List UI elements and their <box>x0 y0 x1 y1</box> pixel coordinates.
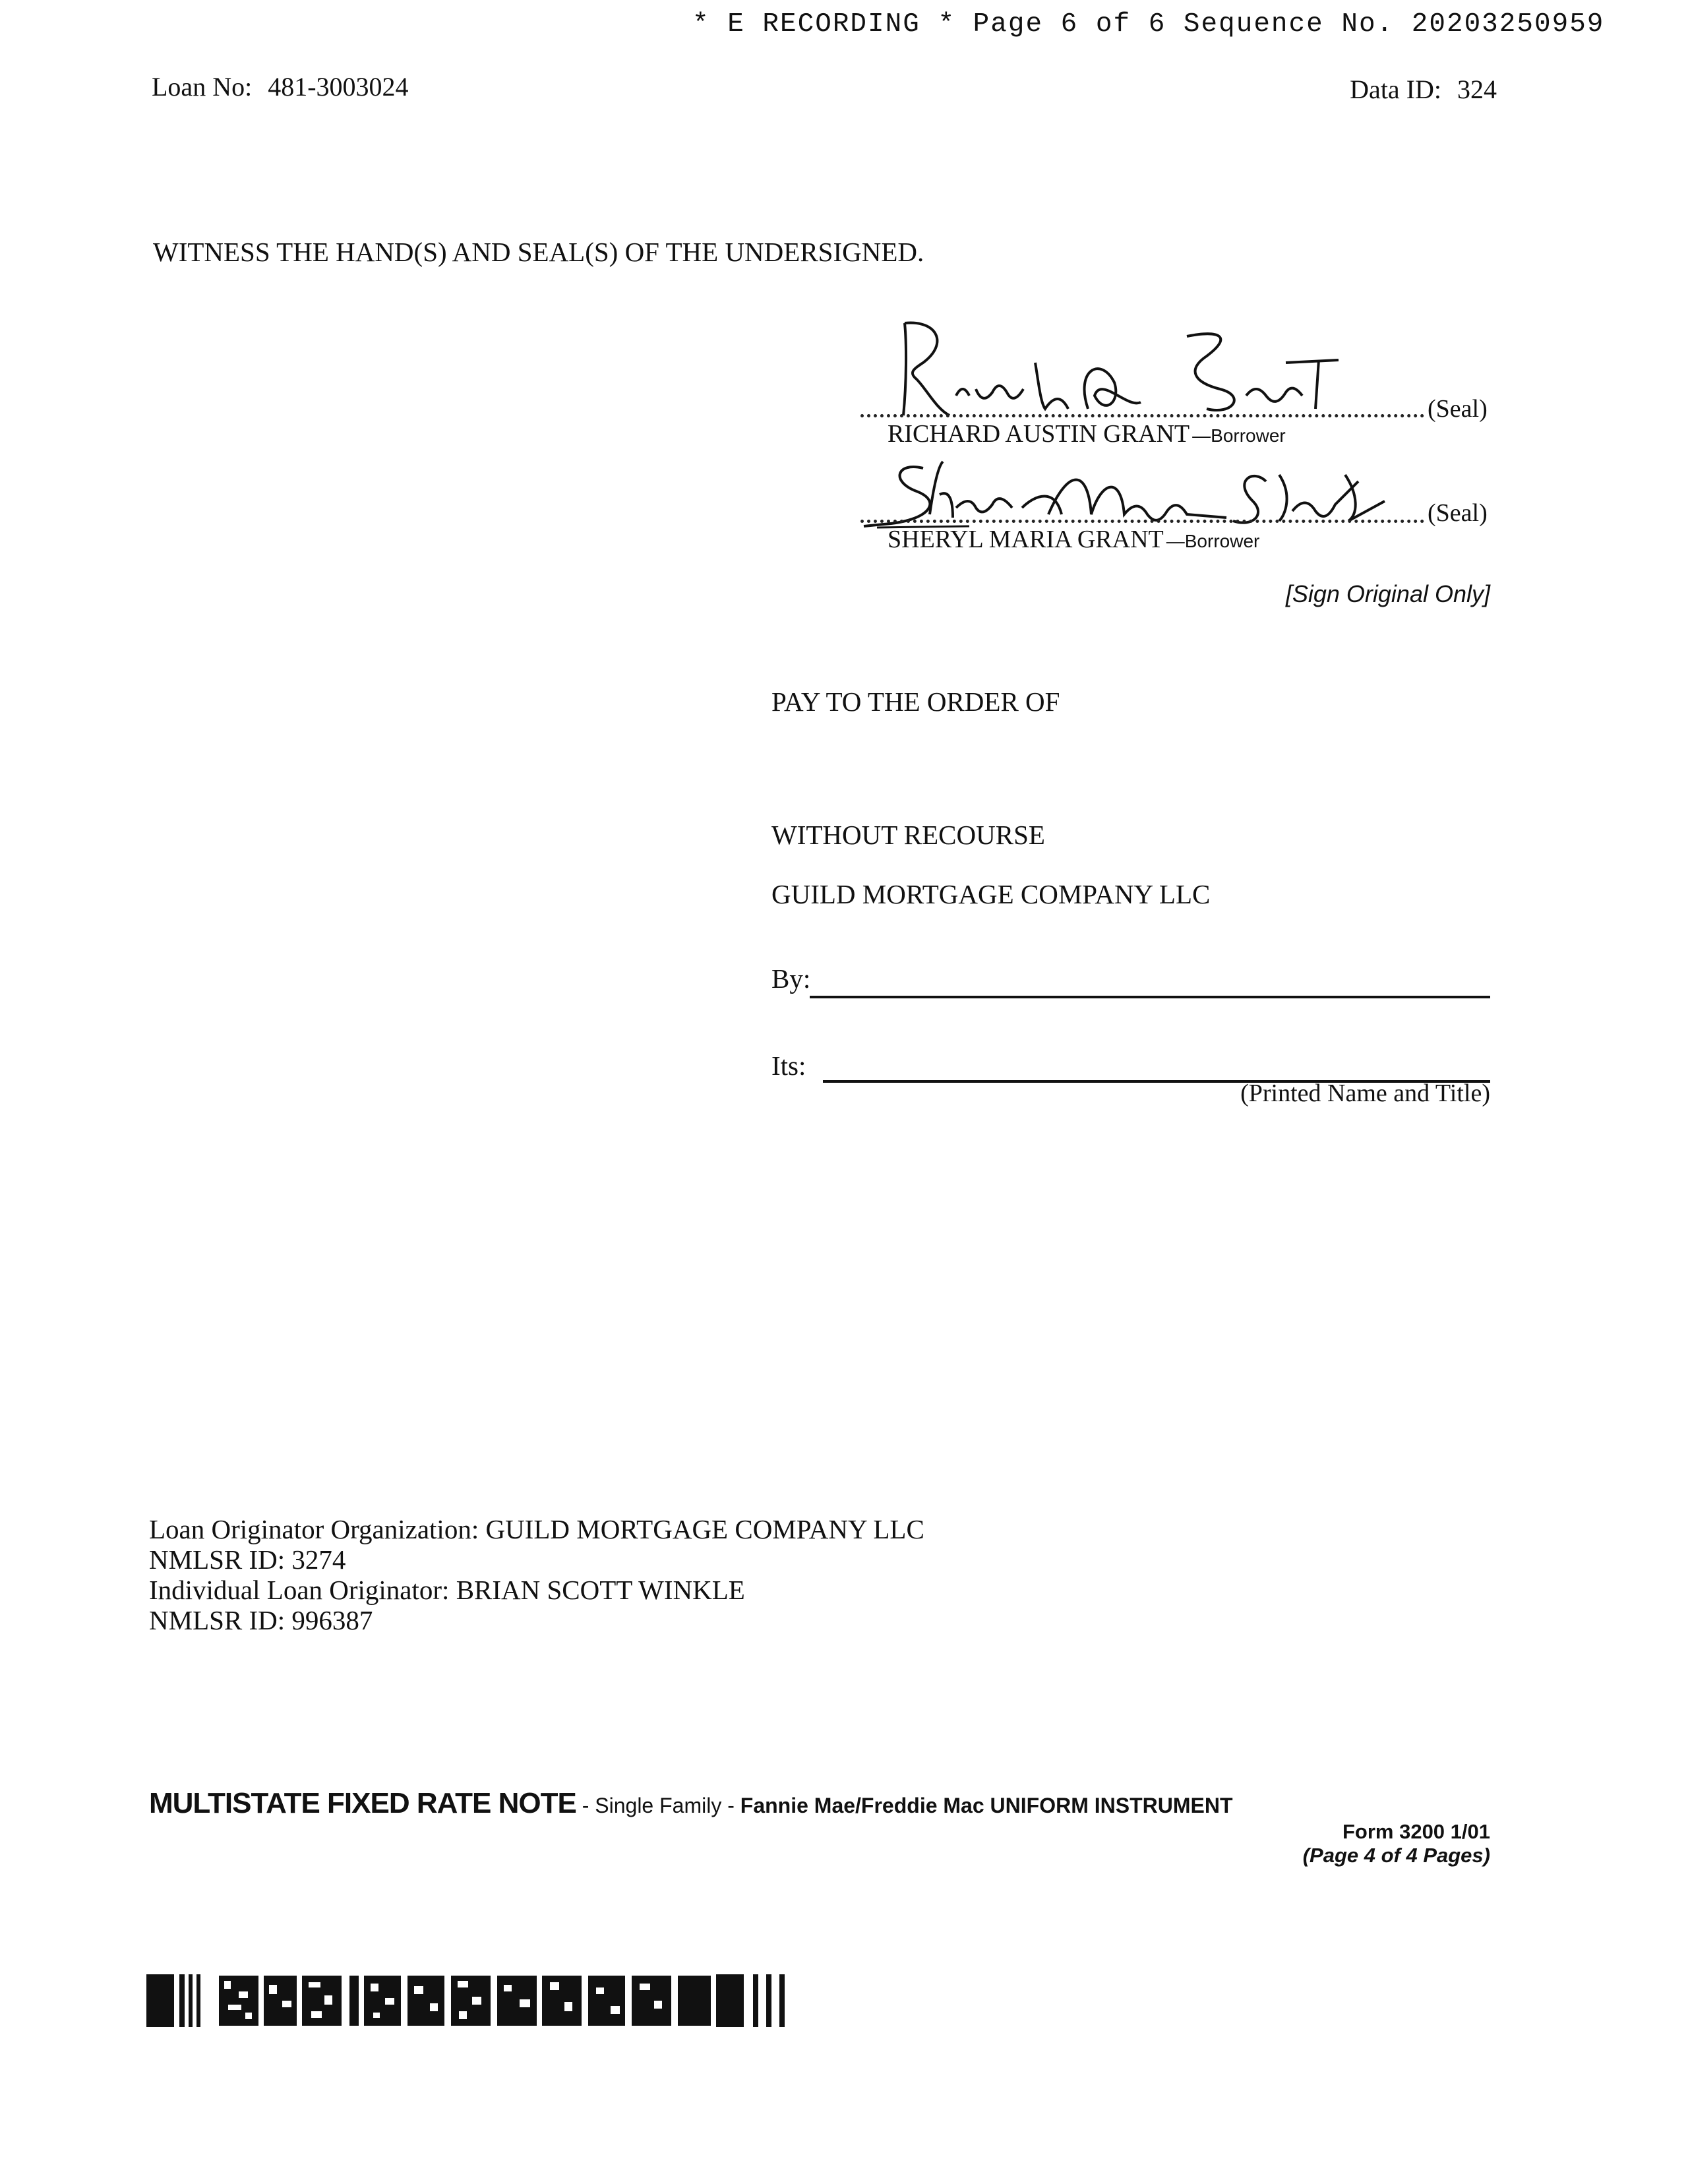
by-label: By: <box>771 963 811 994</box>
borrower-2-printed-name: SHERYL MARIA GRANT <box>888 526 1164 553</box>
loan-number <box>152 71 409 102</box>
borrower-1-printed-name: RICHARD AUSTIN GRANT <box>888 420 1190 448</box>
loan-number-value: 481-3003024 <box>268 72 409 102</box>
individual-originator: Individual Loan Originator: BRIAN SCOTT WINKLE <box>149 1575 745 1605</box>
data-id <box>1350 74 1497 105</box>
borrower-1-name-block <box>888 419 1286 448</box>
by-signature-line <box>810 996 1490 998</box>
sign-original-note: [Sign Original Only] <box>1285 580 1490 607</box>
endorser-company: GUILD MORTGAGE COMPANY LLC <box>771 879 1211 909</box>
borrower-2-seal-label: (Seal) <box>1428 499 1488 527</box>
data-id-value: 324 <box>1457 75 1497 104</box>
document-barcode <box>146 1972 789 2028</box>
loan-originator-block <box>149 1514 924 1635</box>
form-title-main: MULTISTATE FIXED RATE NOTE <box>149 1787 576 1819</box>
without-recourse: WITHOUT RECOURSE <box>771 820 1045 850</box>
printed-name-title-caption: (Printed Name and Title) <box>1240 1079 1490 1107</box>
borrower-2-name-block <box>888 525 1259 554</box>
data-id-label: Data ID: <box>1350 75 1441 104</box>
form-title-instrument: Fannie Mae/Freddie Mac UNIFORM INSTRUMENT <box>740 1794 1233 1817</box>
borrower-1-role: —Borrower <box>1192 425 1286 446</box>
borrower-2-role: —Borrower <box>1166 531 1260 551</box>
form-title <box>149 1787 1233 1820</box>
originator-organization: Loan Originator Organization: GUILD MORTGAGE COMPANY LLC <box>149 1514 924 1544</box>
borrower-1-seal-label: (Seal) <box>1428 395 1488 423</box>
pay-to-order-of: PAY TO THE ORDER OF <box>771 686 1060 717</box>
form-title-subtitle: - Single Family - <box>576 1794 740 1817</box>
recording-header: * E RECORDING * Page 6 of 6 Sequence No. 20203250959 <box>692 9 1605 40</box>
its-label: Its: <box>771 1050 806 1081</box>
borrower-1-signature <box>877 317 1352 422</box>
witness-statement: WITNESS THE HAND(S) AND SEAL(S) OF THE UNDERSIGNED. <box>153 237 924 267</box>
borrower-1-signature-line <box>860 414 1424 417</box>
form-number: Form 3200 1/01 <box>1342 1820 1490 1843</box>
individual-originator-nmlsr: NMLSR ID: 996387 <box>149 1605 373 1635</box>
borrower-2-signature-line <box>860 520 1424 523</box>
originator-organization-nmlsr: NMLSR ID: 3274 <box>149 1544 346 1575</box>
loan-number-label: Loan No: <box>152 72 253 102</box>
form-page-count: (Page 4 of 4 Pages) <box>1302 1844 1490 1867</box>
